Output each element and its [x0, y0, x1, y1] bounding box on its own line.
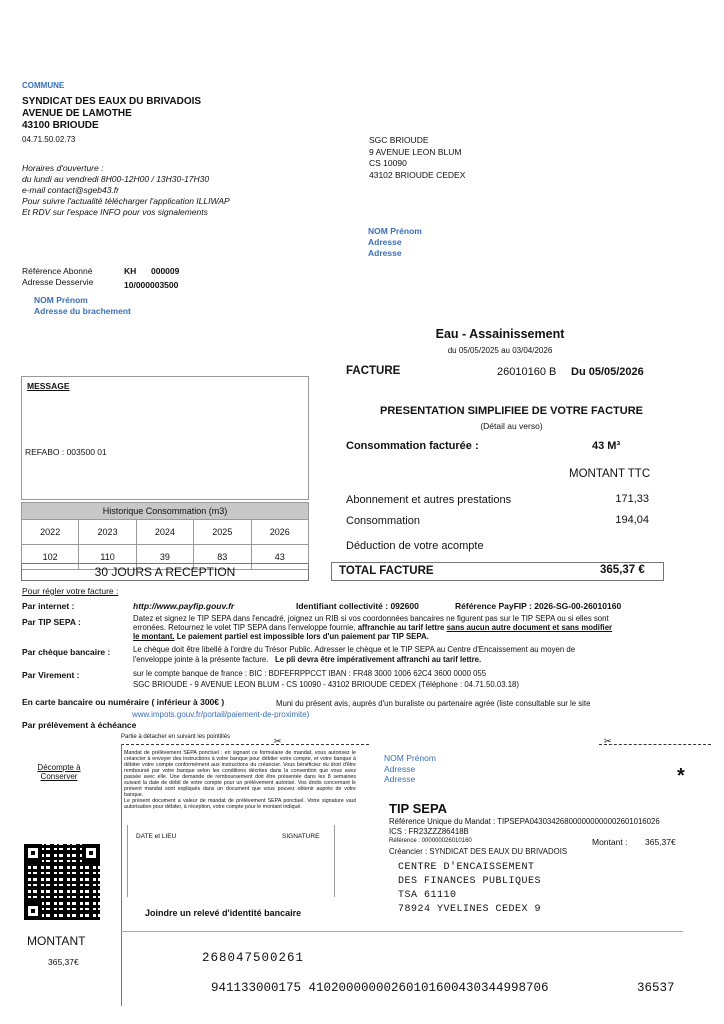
sgc-street: 9 AVENUE LEON BLUM	[369, 146, 462, 157]
virement-text	[133, 668, 693, 690]
virement-line1: sur le compte banque de france : BIC : BDFEFRPPCCT IBAN : FR48 3000 1006 62C4 3600 0000 055	[133, 669, 487, 678]
virement-line2: SGC BRIOUDE - 9 AVENUE LEON BLUM - CS 10090 - 43102 BRIOUDE CEDEX (Téléphone : 04.71.50.03.18)	[133, 680, 519, 689]
reference-payfip: Référence PayFIP : 2026-SG-00-26010160	[455, 601, 622, 611]
mandate-text	[124, 750, 356, 810]
tip-line3-b: Le paiement partiel est impossible lors d'un paiement par TIP SEPA.	[174, 632, 429, 641]
presentation-title: PRESENTATION SIMPLIFIEE DE VOTRE FACTURE	[379, 405, 643, 417]
recipient-addr1: Adresse	[368, 237, 402, 247]
ocr-line-2-amount: 36537	[637, 981, 675, 995]
message-title: MESSAGE	[27, 381, 70, 391]
qr-finder	[24, 844, 42, 862]
delay-box: 30 JOURS A RECEPTION	[21, 563, 309, 581]
recipient-addr2: Adresse	[368, 248, 402, 258]
sender-block	[22, 96, 201, 132]
ocr-line-1: 268047500261	[202, 951, 305, 965]
payment-title: Pour régler votre facture :	[22, 586, 119, 596]
coupon-recipient-name: NOM Prénom	[384, 753, 436, 763]
history-years-row	[22, 520, 309, 545]
tip-line1: Datez et signez le TIP SEPA dans l'encadré, joignez un RIB si vos coordonnées bancaires ne figurent pas sur le TIP SEPA ou si elles sont	[133, 614, 609, 623]
montant-ttc-label: MONTANT TTC	[569, 468, 651, 480]
rum: Référence Unique du Mandat : TIPSEPA043034268000000000002601016026	[389, 817, 660, 826]
history-year: 2025	[194, 520, 251, 545]
rdv-text: Et RDV sur l'espace INFO pour vos signalements	[22, 207, 208, 217]
cut-line-left	[121, 744, 369, 745]
coupon-recipient-addr2: Adresse	[384, 774, 416, 784]
sgc-name: SGC BRIOUDE	[369, 135, 429, 145]
qr-finder	[82, 844, 100, 862]
sender-city: 43100 BRIOUDE	[22, 120, 99, 131]
hours-text: du lundi au vendredi 8H00-12H00 / 13H30-17H30	[22, 174, 210, 184]
facture-label: FACTURE	[346, 365, 401, 377]
carte-label: En carte bancaire ou numéraire ( inférieur à 300€ )	[22, 697, 225, 707]
history-year: 2023	[79, 520, 136, 545]
history-table	[21, 502, 309, 570]
sgc-cs: CS 10090	[369, 158, 407, 168]
tip-line3-a: le montant.	[133, 632, 175, 641]
tip-line2	[133, 623, 693, 632]
message-box	[21, 376, 309, 500]
conso-value: 43 M³	[592, 440, 621, 452]
line-abonnement-value: 171,33	[615, 493, 649, 505]
sender-street: AVENUE DE LAMOTHE	[22, 108, 132, 119]
coupon-vertical-line	[121, 744, 122, 1006]
scissors-icon: ✂	[274, 736, 282, 746]
history-value: 110	[79, 545, 136, 570]
history-title: Historique Consommation (m3)	[22, 503, 309, 520]
tip-label: Par TIP SEPA :	[22, 617, 81, 627]
centre-line: TSA 61110	[398, 890, 457, 901]
qr-finder	[24, 902, 42, 920]
internet-label: Par internet :	[22, 601, 75, 611]
ref-abonne-num: 000009	[151, 266, 180, 276]
history-year: 2024	[136, 520, 193, 545]
invoice-number: 26010160 B	[497, 366, 557, 378]
centre-line: DES FINANCES PUBLIQUES	[398, 876, 542, 887]
star-mark: *	[677, 765, 685, 787]
cheque-text	[133, 645, 693, 665]
cheque-label: Par chèque bancaire :	[22, 647, 111, 657]
ics: ICS : FR23ZZZ86418B	[389, 827, 469, 836]
sender-phone: 04.71.50.02.73	[22, 135, 76, 144]
ref-desservie-val: 10/000003500	[124, 280, 179, 290]
rib-label: Joindre un relevé d'identité bancaire	[145, 908, 302, 918]
detail-note: (Détail au verso)	[480, 421, 543, 431]
payfip-link[interactable]: http://www.payfip.gouv.fr	[133, 601, 235, 611]
history-value: 83	[194, 545, 251, 570]
ocr-separator	[121, 931, 683, 932]
invoice-period: du 05/05/2025 au 03/04/2026	[447, 346, 553, 355]
branch-name: NOM Prénom	[34, 295, 88, 305]
identifiant-collectivite: Identifiant collectivité : 092600	[296, 601, 419, 611]
conso-label: Consommation facturée :	[346, 440, 479, 452]
line-consommation-value: 194,04	[615, 514, 649, 526]
total-box	[331, 562, 664, 581]
total-value: 365,37 €	[600, 564, 645, 576]
cheque-line2-b: Le pli devra être impérativement affranchi au tarif lettre.	[274, 655, 482, 664]
signature-label: SIGNATURE	[282, 833, 320, 840]
tip-line2-b: affranchie au tarif lettre	[357, 623, 445, 632]
invoice-date: Du 05/05/2026	[571, 366, 644, 378]
signature-box[interactable]	[127, 825, 335, 897]
virement-label: Par Virement :	[22, 670, 80, 680]
history-year: 2022	[22, 520, 79, 545]
ref-abonne-label: Référence Abonné	[22, 266, 93, 276]
commune-label: COMMUNE	[22, 81, 65, 90]
detach-label: Partie à détacher en suivant les pointillés	[121, 734, 231, 740]
coupon-montant-value: 365,37€	[645, 837, 676, 847]
centre-encaissement	[398, 861, 541, 917]
proximite-link[interactable]: www.impots.gouv.fr/portail/paiement-de-proximite)	[132, 710, 310, 719]
ref-desservie-label: Adresse Desservie	[22, 277, 94, 287]
cheque-line2	[133, 655, 693, 665]
cheque-line2-a: l'enveloppe jointe à la présente facture.	[133, 655, 269, 664]
history-value: 39	[136, 545, 193, 570]
datamatrix-code	[24, 844, 100, 920]
total-label: TOTAL FACTURE	[339, 565, 434, 577]
sgc-address	[369, 135, 465, 181]
coupon-recipient-addr1: Adresse	[384, 763, 416, 774]
recipient-name: NOM Prénom	[368, 226, 422, 236]
history-value: 43	[251, 545, 309, 570]
reference-labels	[22, 266, 93, 288]
mandate-text-2: Le présent document a valeur de mandat de prélèvement SEPA ponctuel. Votre signature vaut autorisation pour débiter, à réception, votre compte pour le montant indiqué.	[124, 798, 356, 810]
hours-title: Horaires d'ouverture :	[22, 163, 104, 173]
mandate-text-1: Mandat de prélèvement SEPA ponctuel : en signant ce formulaire de mandat, vous autorisez le créancier à envoyer des instructions à votre banque pour débiter votre compte, et votre banque à débiter votre compte conformément aux instructions du créancier. Vous bénéficiez du droit d'être remboursé par votre banque selon les conditions décrites dans la convention que vous avez passée avec elle. Une demande de remboursement doit être présentée dans les 8 semaines suivant la date de débit de votre compte pour un prélèvement autorisé. Vos droits concernant le présent mandat sont expliqués dans un document que vous pouvez obtenir auprès de votre banque.	[124, 750, 356, 798]
date-lieu-label: DATE et LIEU	[136, 833, 177, 840]
coupon-recipient	[384, 753, 436, 785]
sender-name: SYNDICAT DES EAUX DU BRIVADOIS	[22, 96, 202, 107]
branch-addr: Adresse du brachement	[34, 305, 131, 316]
creancier: Créancier : SYNDICAT DES EAUX DU BRIVADOIS	[389, 847, 568, 856]
branch-address	[34, 295, 131, 316]
cut-line-right	[599, 744, 711, 745]
history-value: 102	[22, 545, 79, 570]
app-text: Pour suivre l'actualité télécharger l'application ILLIWAP	[22, 196, 230, 206]
tip-sepa-details	[389, 817, 660, 837]
sender-email: e-mail contact@sgeb43.fr	[22, 185, 119, 195]
tip-line3	[133, 632, 693, 641]
prelevement-label: Par prélèvement à échéance	[22, 720, 137, 730]
ocr-line-2: 941133000175 41020000000260101600430344998706	[211, 981, 549, 995]
ref-kh: KH	[124, 266, 137, 276]
montant-title: MONTANT	[27, 934, 86, 948]
decompte-label: Décompte à Conserver	[37, 763, 81, 781]
opening-hours	[22, 163, 230, 218]
invoice-title: Eau - Assainissement	[435, 327, 565, 341]
line-abonnement-label: Abonnement et autres prestations	[346, 494, 512, 506]
cheque-line1: Le chèque doit être libellé à l'ordre du Trésor Public. Adresser le chèque et le TIP SEPA au Centre d'Encaissement au moyen de	[133, 645, 576, 654]
coupon-reference: Référence : 000000026010160	[389, 838, 472, 844]
tip-text	[133, 614, 693, 641]
coupon-montant-label: Montant :	[592, 837, 628, 847]
refabo: REFABO : 003500 01	[25, 447, 107, 457]
line-acompte-label: Déduction de votre acompte	[346, 540, 484, 552]
centre-line: 78924 YVELINES CEDEX 9	[398, 904, 542, 915]
sgc-city: 43102 BRIOUDE CEDEX	[369, 169, 466, 180]
history-year: 2026	[251, 520, 309, 545]
centre-line: CENTRE D'ENCAISSEMENT	[398, 862, 535, 873]
line-consommation-label: Consommation	[346, 515, 420, 527]
tip-sepa-title: TIP SEPA	[389, 801, 448, 816]
tip-line2-c: sans aucun autre document et sans modifier	[446, 623, 613, 632]
scissors-icon: ✂	[604, 736, 612, 746]
recipient-address	[368, 226, 422, 259]
carte-text: Muni du présent avis, auprès d'un buraliste ou partenaire agrée (liste consultable sur le site	[276, 699, 591, 708]
montant-small: 365,37€	[48, 957, 79, 967]
tip-line2-a: erronées. Retournez le volet TIP SEPA dans l'enveloppe fournie,	[133, 623, 358, 632]
